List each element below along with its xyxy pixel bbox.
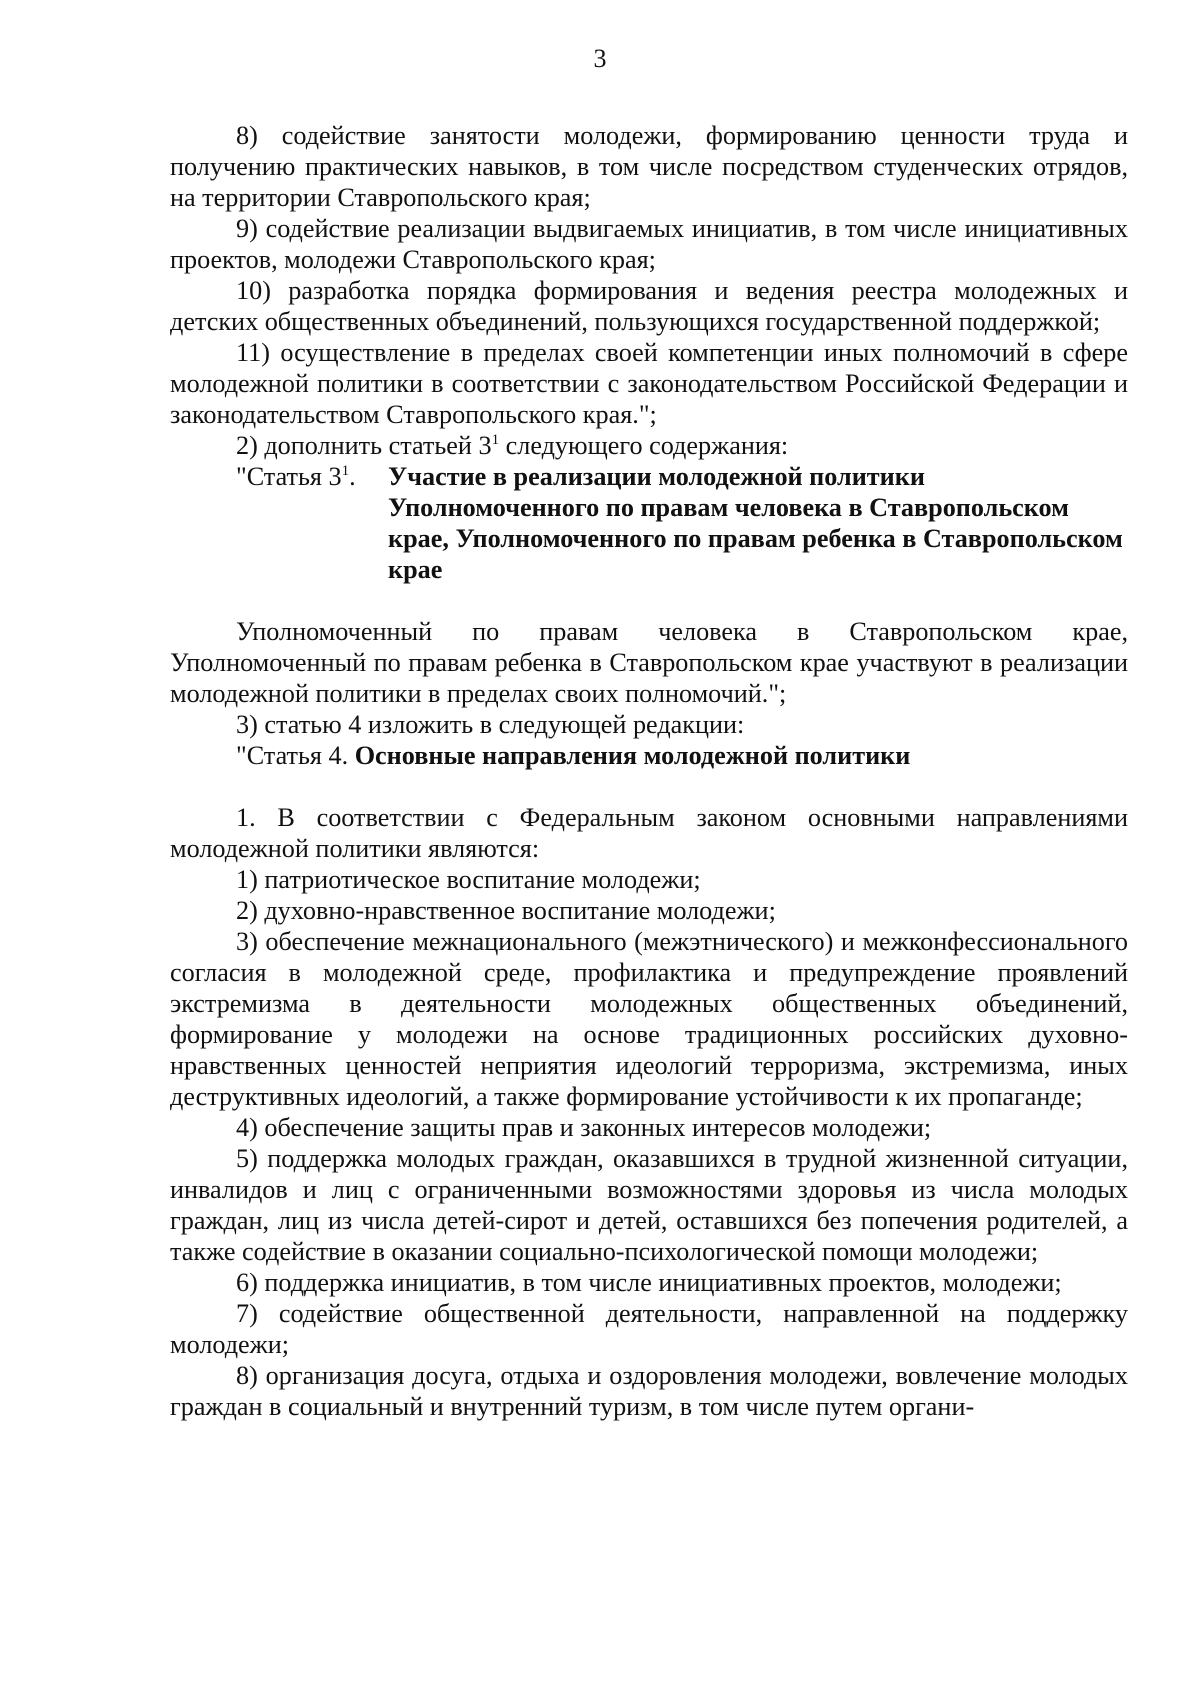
article-4-item-8: 8) организация досуга, отдыха и оздоровления молодежи, вовлечение молодых граждан в социальный и внутренний туризм, в том числе путем органи- [170, 1361, 1128, 1421]
amendment-2-suffix: следующего содержания: [499, 431, 789, 460]
article-3-1-lead-suffix: . [349, 462, 356, 491]
article-3-1-lead [236, 461, 356, 492]
paragraph-item-10: 10) разработка порядка формирования и ведения реестра молодежных и детских общественных объединений, пользующихся государственной поддержкой; [170, 276, 1128, 336]
article-4-item-7: 7) содействие общественной деятельности, направленной на поддержку молодежи; [170, 1299, 1128, 1359]
paragraph-item-9: 9) содействие реализации выдвигаемых инициатив, в том числе инициативных проектов, молодежи Ставропольского края; [170, 214, 1128, 274]
article-3-1-body: Уполномоченный по правам человека в Ставропольском крае, Уполномоченный по правам ребенка в Ставропольском крае участвуют в реализации молодежной политики в пределах своих полномочий."; [170, 617, 1128, 708]
paragraph-item-8: 8) содействие занятости молодежи, формированию ценности труда и получению практических навыков, в том числе посредством студенческих отрядов, на территории Ставропольского края; [170, 121, 1128, 212]
article-4-item-2: 2) духовно-нравственное воспитание молодежи; [236, 896, 776, 925]
article-4-item-4: 4) обеспечение защиты прав и законных интересов молодежи; [236, 1113, 932, 1142]
paragraph-item-11: 11) осуществление в пределах своей компетенции иных полномочий в сфере молодежной политики в соответствии с законодательством Российской Федерации и законодательством Ставропольского края."; [170, 338, 1128, 429]
article-3-1-lead-superscript: 1 [341, 463, 350, 479]
article-4-heading [170, 740, 1128, 771]
article-3-1-title: Участие в реализации молодежной политики Уполномоченного по правам человека в Ставропольском крае, Уполномоченного по правам ребенка в Ставропольском крае [388, 462, 1123, 584]
article-4-lead: "Статья 4. [236, 741, 349, 770]
amendment-2-superscript: 1 [491, 432, 500, 448]
paragraph-amendment-3: 3) статью 4 изложить в следующей редакции: [236, 710, 745, 739]
article-3-1-heading [170, 461, 1128, 585]
amendment-2-prefix: 2) дополнить статьей 3 [236, 431, 492, 460]
article-4-item-3: 3) обеспечение межнационального (межэтнического) и межконфессионального согласия в молодежной среде, профилактика и предупреждение проявлений экстремизма в деятельности молодежных общественных объединений, формирование у молодежи на основе традиционных российских духовно-нравственных ценностей неприятия идеологий терроризма, экстремизма, иных деструктивных идеологий, а также формирование устойчивости к их пропаганде; [170, 927, 1128, 1111]
article-3-1-lead-prefix: "Статья 3 [236, 462, 342, 491]
page-number: 3 [593, 44, 607, 73]
article-4-intro: 1. В соответствии с Федеральным законом основными направлениями молодежной политики являются: [170, 803, 1128, 863]
article-4-item-5: 5) поддержка молодых граждан, оказавшихся в трудной жизненной ситуации, инвалидов и лиц с ограниченными возможностями здоровья из числа молодых граждан, лиц из числа детей-сирот и детей, оставшихся без попечения родителей, а также содействие в оказании социально-психологической помощи молодежи; [170, 1144, 1128, 1266]
document-body [170, 120, 1128, 1422]
article-4-item-6: 6) поддержка инициатив, в том числе инициативных проектов, молодежи; [236, 1268, 1062, 1297]
article-4-item-1: 1) патриотическое воспитание молодежи; [236, 865, 701, 894]
article-4-title: Основные направления молодежной политики [354, 741, 911, 770]
paragraph-amendment-2 [170, 430, 1128, 461]
